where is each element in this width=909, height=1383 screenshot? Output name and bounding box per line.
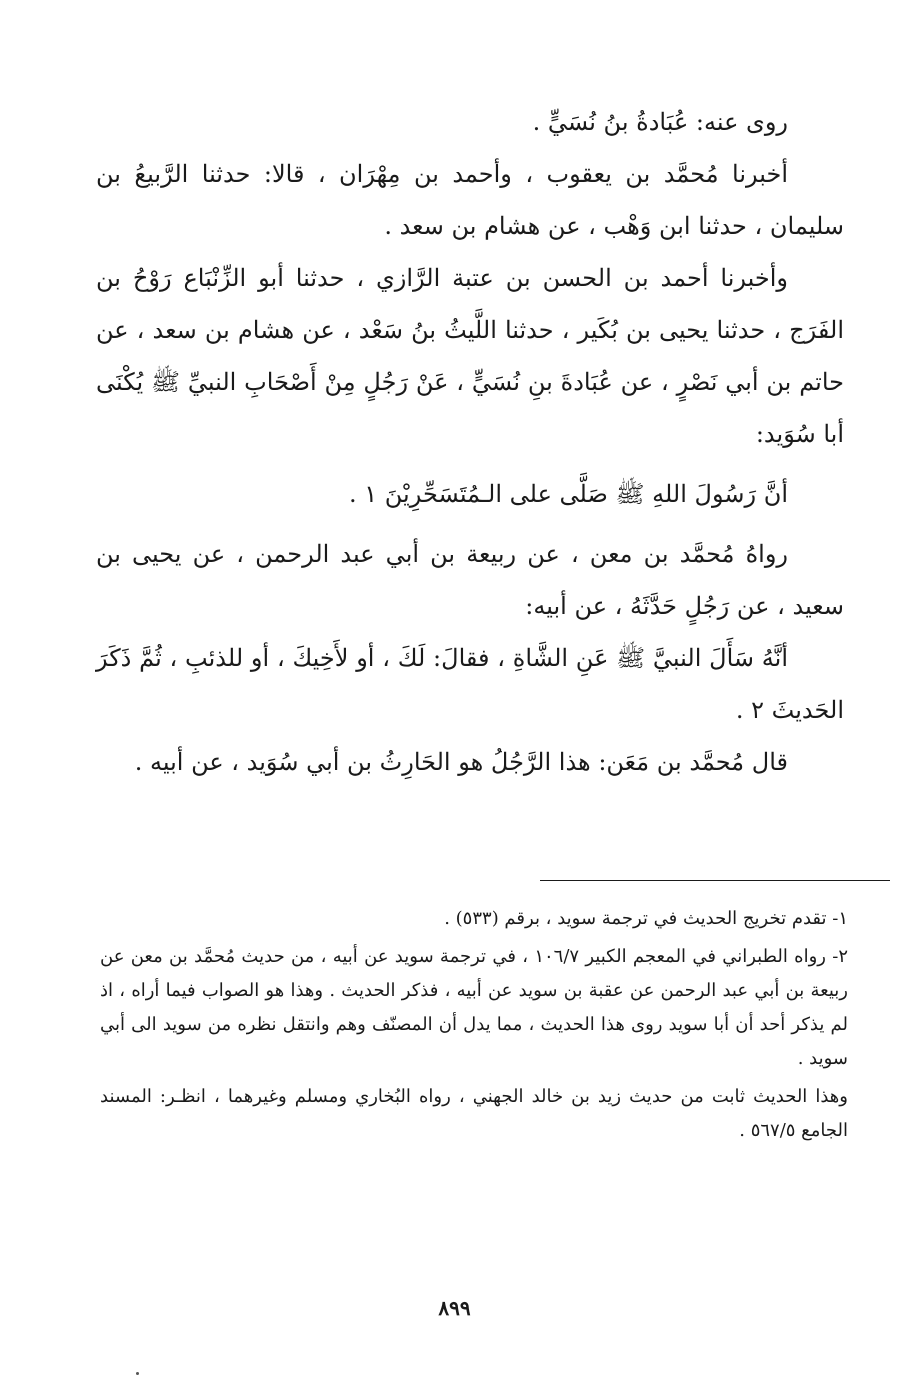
footnote-2-continuation: وهذا الحديث ثابت من حديث زيد بن خالد الجهني ، رواه البُخاري ومسلم وغيرهما ، انظـر: المسند الجامع ٥٦٧/٥ . [100, 1086, 848, 1141]
paragraph-isnad-3: رواهُ مُحمَّد بن معن ، عن ربيعة بن أبي عبد الرحمن ، عن يحيى بن سعيد ، عن رَجُلٍ حَدَّثَهُ ، عن أبيه: [96, 540, 844, 620]
footnote-2: ٢- رواه الطبراني في المعجم الكبير ١٠٦/٧ ، في ترجمة سويد عن أبيه ، من حديث مُحمَّد بن معن عن ربيعة بن أبي عبد الرحمن عن عقبة بن سويد عن أبيه ، فذكر الحديث . وهذا هو الصواب فيما أراه ، اذ لم يذكر أحد أن أبا سويد روى هذا الحديث ، مما يدل أن المصنّف وهم وانتقل نظره من سويد الى أبي سويد . [100, 946, 849, 1069]
footnote-separator [540, 880, 890, 881]
paragraph-isnad-1: أخبرنا مُحمَّد بن يعقوب ، وأحمد بن مِهْرَان ، قالا: حدثنا الرَّبيعُ بن سليمان ، حدثنا ابن وَهْب ، عن هشام بن سعد . [96, 160, 844, 240]
paragraph-hadith-text-2: أنَّهُ سَأَلَ النبيَّ ﷺ عَنِ الشَّاةِ ، فقالَ: لَكَ ، أو لأَخِيكَ ، أو للذئبِ ، ثُمَّ ذَكَرَ الحَديثَ ٢ . [96, 644, 844, 724]
page-number: ٨٩٩ [438, 1296, 471, 1320]
paragraph-isnad-2: وأخبرنا أحمد بن الحسن بن عتبة الرَّازي ، حدثنا أبو الزِّنْبَاع رَوْحُ بن الفَرَج ، حدثنا يحيى بن بُكَير ، حدثنا اللَّيثُ بنُ سَعْد ، عن هشام بن سعد ، عن حاتم بن أبي نَصْرٍ ، عن عُبَادةَ بنِ نُسَيٍّ ، عَنْ رَجُلٍ مِنْ أَصْحَابِ النبيِّ ﷺ يُكْنَى أبا سُوَيد: [96, 264, 844, 448]
paragraph-commentary: قال مُحمَّد بن مَعَن: هذا الرَّجُلُ هو الحَارِثُ بن أبي سُوَيد ، عن أبيه . [134, 748, 788, 776]
paragraph-narrator: روى عنه: عُبَادةُ بنُ نُسَيٍّ . [532, 108, 788, 136]
main-text-block [96, 96, 844, 788]
footnotes-block [100, 902, 848, 1148]
paragraph-hadith-text-1: أنَّ رَسُولَ اللهِ ﷺ صَلَّى على الـمُتَسَحِّرِيْنَ ١ . [349, 480, 788, 508]
scan-speck [136, 1372, 139, 1375]
footnote-1: ١- تقدم تخريج الحديث في ترجمة سويد ، برقم (٥٣٣) . [444, 908, 848, 929]
